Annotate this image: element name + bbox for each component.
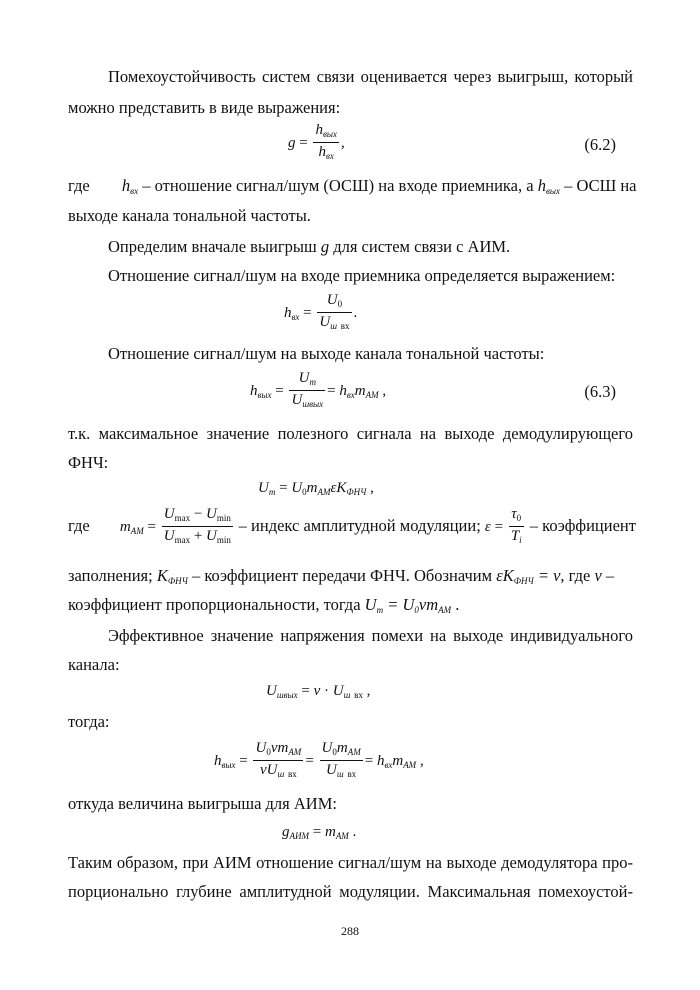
text-fragment: – коэффициент <box>525 515 636 535</box>
where-text: где <box>68 515 90 535</box>
text-fragment: , где <box>560 566 595 585</box>
paragraph-line: Отношение сигнал/шум на выходе канала тональной частоты: <box>108 344 545 363</box>
paragraph-line: можно представить в виде выражения: <box>68 98 341 117</box>
text-fragment: – ОСШ на <box>559 176 637 195</box>
formula-6-2: g = $\frac{h_{вых}}{h_{вх}}$ , <box>288 122 345 165</box>
paragraph-line: т.к. максимальное значение полезного сигнала на выходе демодулирующего <box>68 424 633 443</box>
formula-nu-def: $\varepsilon K_{ФНЧ} = \nu$ <box>496 566 561 586</box>
paragraph-line <box>68 566 633 591</box>
page-number: 288 <box>341 924 359 938</box>
text-fragment: – коэффициент передачи ФНЧ. Обозначим <box>187 566 497 585</box>
formula-m-am: $m_{АМ}$ = $\frac{U_{max} - U_{min}}{U_{max} + U_{min}}$ <box>120 519 239 535</box>
formula-6-3: $h_{вых}$ = $\frac{U_m}{U_{швых}}$ = $h_{вх}m_{АМ}$ , <box>250 370 386 413</box>
paragraph-line: порционально глубине амплитудной модуляции. Максимальная помехоустой- <box>68 882 633 901</box>
symbol-h-in: $h_{вх}$ <box>121 176 139 196</box>
text-fragment: – <box>601 566 615 585</box>
paragraph-line: Отношение сигнал/шум на входе приемника определяется выражением: <box>108 266 616 285</box>
paragraph-line <box>68 176 637 201</box>
equation-number: (6.3) <box>584 382 616 401</box>
formula-um: $U_m = U_0m_{АМ}\varepsilon K_{ФНЧ}$ , <box>258 480 374 497</box>
paragraph-line: откуда величина выигрыша для АИМ: <box>68 794 337 813</box>
symbol-g: g <box>320 237 330 256</box>
paragraph-line <box>68 506 636 549</box>
formula-h-out: $h_{вых}$ = $\frac{U_0\nu m_{АМ}}{\nu U_ш _{вх}}$ = $\frac{U_0m_{АМ}}{U_ш _{вх}}$ = $h_{вх}m_{АМ}$ , <box>214 740 424 783</box>
formula-g-aim: $g_{АИМ} = m_{АМ}$ . <box>282 824 357 841</box>
symbol-h-out: $h_{вых}$ <box>537 176 560 196</box>
symbol-k-fnch: $K_{ФНЧ}$ <box>156 566 188 586</box>
text-fragment: коэффициент пропорциональности, тогда <box>68 595 365 614</box>
equation-number: (6.2) <box>584 135 616 154</box>
where-text: где <box>68 176 90 195</box>
paragraph-line: Эффективное значение напряжения помехи на выходе индивидуального <box>108 626 633 645</box>
paragraph-line: ФНЧ: <box>68 453 109 472</box>
text-fragment: – индекс амплитудной модуляции; <box>238 515 485 535</box>
formula-epsilon: ε = $\frac{\tau_0}{T_i}$ <box>485 519 526 535</box>
formula-h-in: $h_{вх}$ = $\frac{U_0}{U_ш _{вх}}$ . <box>284 292 357 335</box>
symbol-nu: ν <box>594 566 602 585</box>
paragraph-line: Таким образом, при АИМ отношение сигнал/шум на выходе демодулятора про- <box>68 853 633 872</box>
paragraph-line: тогда: <box>68 712 110 731</box>
paragraph-line: канала: <box>68 655 120 674</box>
text-fragment: Определим вначале выигрыш <box>108 237 321 256</box>
paragraph-line: выходе канала тональной частоты. <box>68 206 311 225</box>
text-fragment: для систем связи с АИМ. <box>329 237 511 256</box>
text-fragment: заполнения; <box>68 566 157 585</box>
paragraph-line <box>108 237 510 257</box>
text-fragment: – отношение сигнал/шум (ОСШ) на входе приемника, а <box>138 176 538 195</box>
paragraph-line: Помехоустойчивость систем связи оценивается через выигрыш, который <box>108 67 633 86</box>
formula-um-nu: $U_m = U0\nu m_{АМ}$ <box>364 595 452 615</box>
paragraph-line: коэффициент пропорциональности, тогда $U_m = U0\nu m_{АМ}$ . <box>68 595 460 615</box>
formula-ush-out: $U_{швых} = \nu \cdot U_ш$ $_{вх}$ , <box>266 683 371 700</box>
